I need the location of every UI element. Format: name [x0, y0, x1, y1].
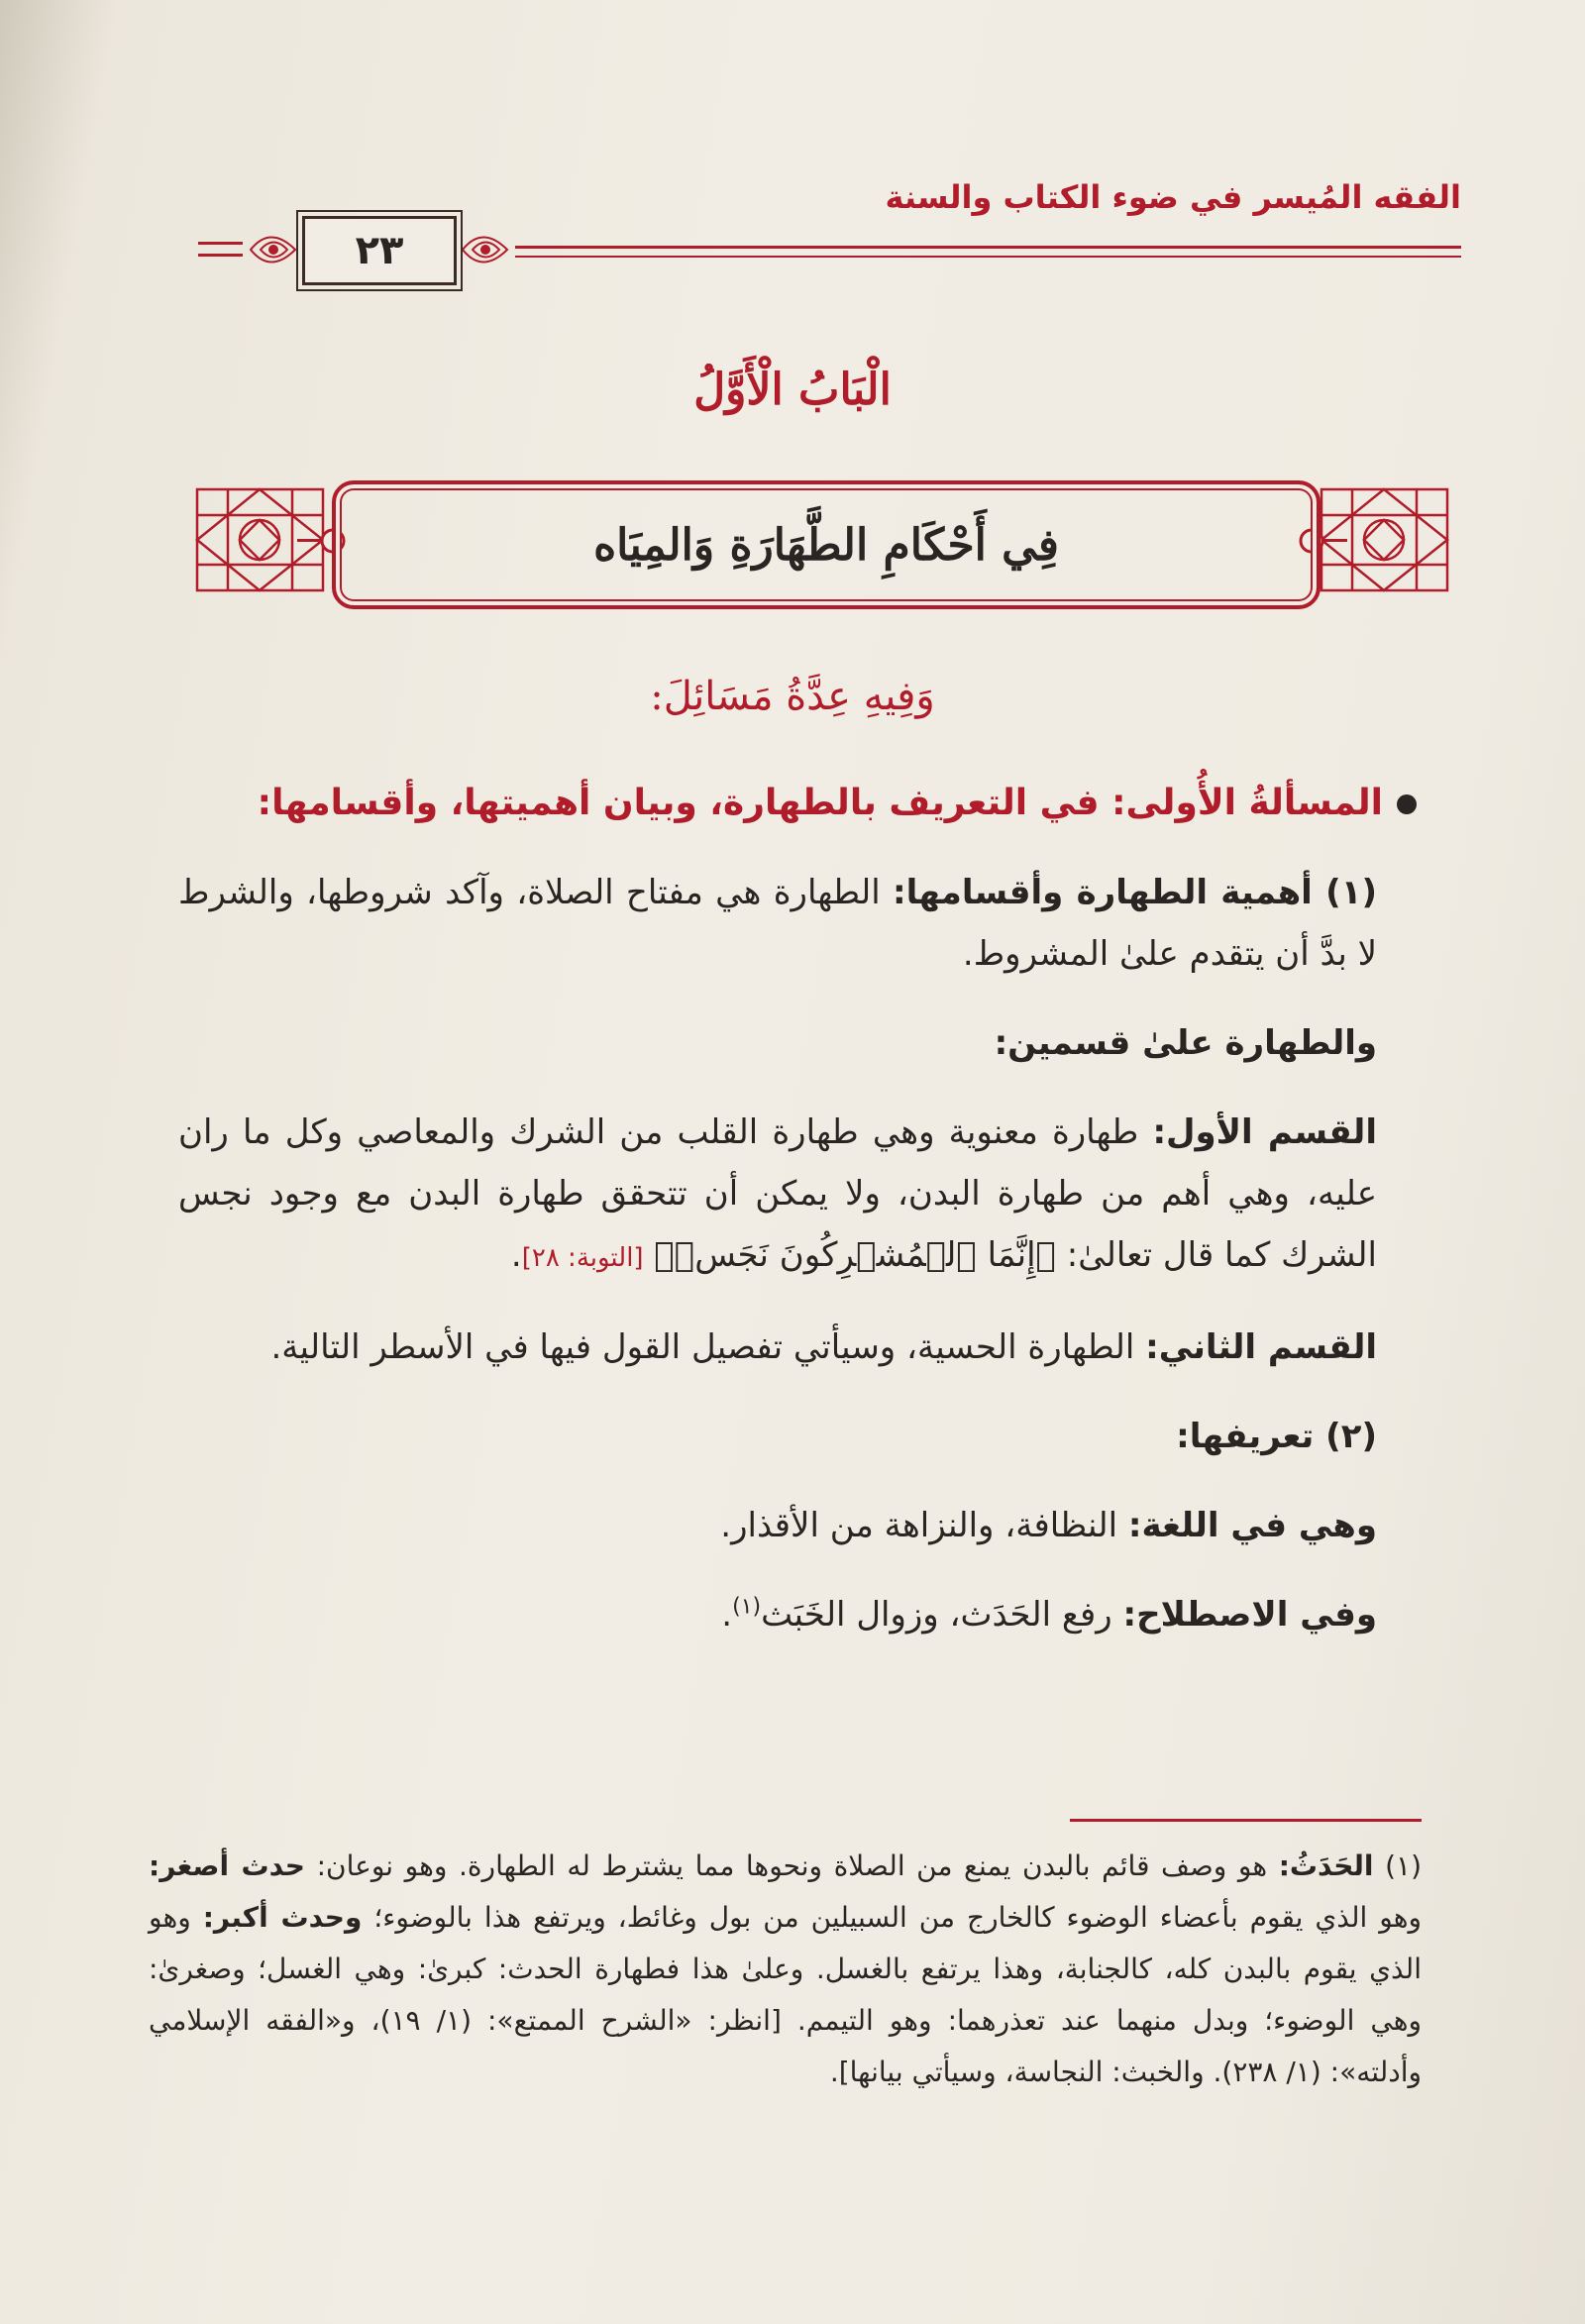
part-heading: الْبَابُ الْأَوَّلُ — [693, 365, 892, 415]
footnote-number: (١) — [1385, 1849, 1423, 1882]
footnote-text-2: وهو الذي يقوم بأعضاء الوضوء كالخارج من السبيلين من بول وغائط، ويرتفع هذا بالوضوء؛ — [373, 1901, 1423, 1934]
footnote-minor-label: حدث أصغر: — [149, 1849, 305, 1882]
footnote-rule — [1070, 1819, 1422, 1822]
paragraph-two-types: والطهارة علىٰ قسمين: — [994, 1023, 1377, 1063]
header-rule-right-bottom — [515, 256, 1461, 258]
issue-heading: المسألةُ الأُولى: في التعريف بالطهارة، وبيان أهميتها، وأقسامها: — [257, 783, 1383, 823]
importance-label: (١) أهمية الطهارة وأقسامها: — [893, 873, 1377, 912]
header-rule-right-top — [515, 246, 1461, 249]
chapter-title-frame — [332, 480, 1321, 609]
chapter-title: فِي أَحْكَامِ الطَّهَارَةِ وَالمِيَاه — [593, 519, 1059, 571]
second-type-label: القسم الثاني: — [1145, 1327, 1377, 1367]
subheading: وَفِيهِ عِدَّةُ مَسَائِلَ: — [650, 674, 935, 719]
footnote-text-3: وهو الذي يقوم بالبدن كله، كالجنابة، وهذا يرتفع بالغسل. وعلىٰ هذا فطهارة الحدث: كبرىٰ: وهي الغسل؛ وصغرىٰ: وهي الوضوء؛ وبدل منهما عند تعذرهما: وهو التيمم. [انظر: «الشرح الممتع»: (١/ ١٩)، و«الفقه الإسلامي وأدلته»: (١/ ٢٣٨). والخبث: النجاسة، وسيأتي بيانها]. — [149, 1901, 1422, 2088]
bullet-icon — [1397, 794, 1417, 814]
footnote-marker[interactable]: (١) — [732, 1594, 762, 1620]
paragraph-definition-heading: (٢) تعريفها: — [1176, 1417, 1377, 1456]
technical-text: رفع الحَدَث، وزوال الخَبَث — [761, 1595, 1112, 1635]
footnote — [149, 1841, 1422, 2098]
header-rule-left-top — [198, 242, 243, 245]
paragraph-first-type — [178, 1102, 1417, 1289]
technical-end: . — [721, 1595, 733, 1635]
footnote-text-1: هو وصف قائم بالبدن يمنع من الصلاة ونحوها مما يشترط له الطهارة. وهو نوعان: — [316, 1849, 1268, 1882]
technical-label: وفي الاصطلاح: — [1122, 1595, 1377, 1635]
page-number: ٢٣ — [302, 216, 457, 285]
verse-reference: [التوبة: ٢٨] — [521, 1243, 644, 1273]
second-type-text: الطهارة الحسية، وسيأتي تفصيل القول فيها في الأسطر التالية. — [270, 1327, 1135, 1367]
issue-heading-line — [178, 773, 1417, 834]
linguistic-label: وهي في اللغة: — [1127, 1506, 1377, 1545]
quran-verse: ﴿إِنَّمَا ٱلۡمُشۡرِكُونَ نَجَسٞ﴾ — [654, 1235, 1056, 1275]
paragraph-linguistic — [178, 1495, 1417, 1556]
header-flourish-right-icon — [458, 220, 512, 279]
paragraph-technical — [178, 1584, 1417, 1645]
first-type-text: طهارة معنوية وهي طهارة القلب من الشرك والمعاصي وكل ما ران عليه، وهي أهم من طهارة البدن، ولا يمكن أن تتحقق طهارة البدن مع وجود نجس الشرك كما قال تعالىٰ: — [178, 1112, 1377, 1275]
importance-text: الطهارة هي مفتاح الصلاة، وآكد شروطها، والشرط لا بدَّ أن يتقدم علىٰ المشروط. — [178, 873, 1377, 974]
paragraph-second-type — [178, 1317, 1417, 1378]
linguistic-text: النظافة، والنزاهة من الأقذار. — [720, 1506, 1118, 1545]
first-type-label: القسم الأول: — [1152, 1112, 1377, 1152]
footnote-major-label: وحدث أكبر: — [202, 1901, 363, 1934]
paragraph-importance — [178, 862, 1417, 985]
footnote-term: الحَدَثُ: — [1278, 1849, 1374, 1882]
header-flourish-left-icon — [246, 220, 300, 279]
header-rule-left-bottom — [198, 254, 243, 257]
running-title: الفقه المُيسر في ضوء الكتاب والسنة — [885, 178, 1461, 216]
first-type-end: . — [510, 1235, 522, 1275]
body-text — [178, 773, 1417, 1673]
